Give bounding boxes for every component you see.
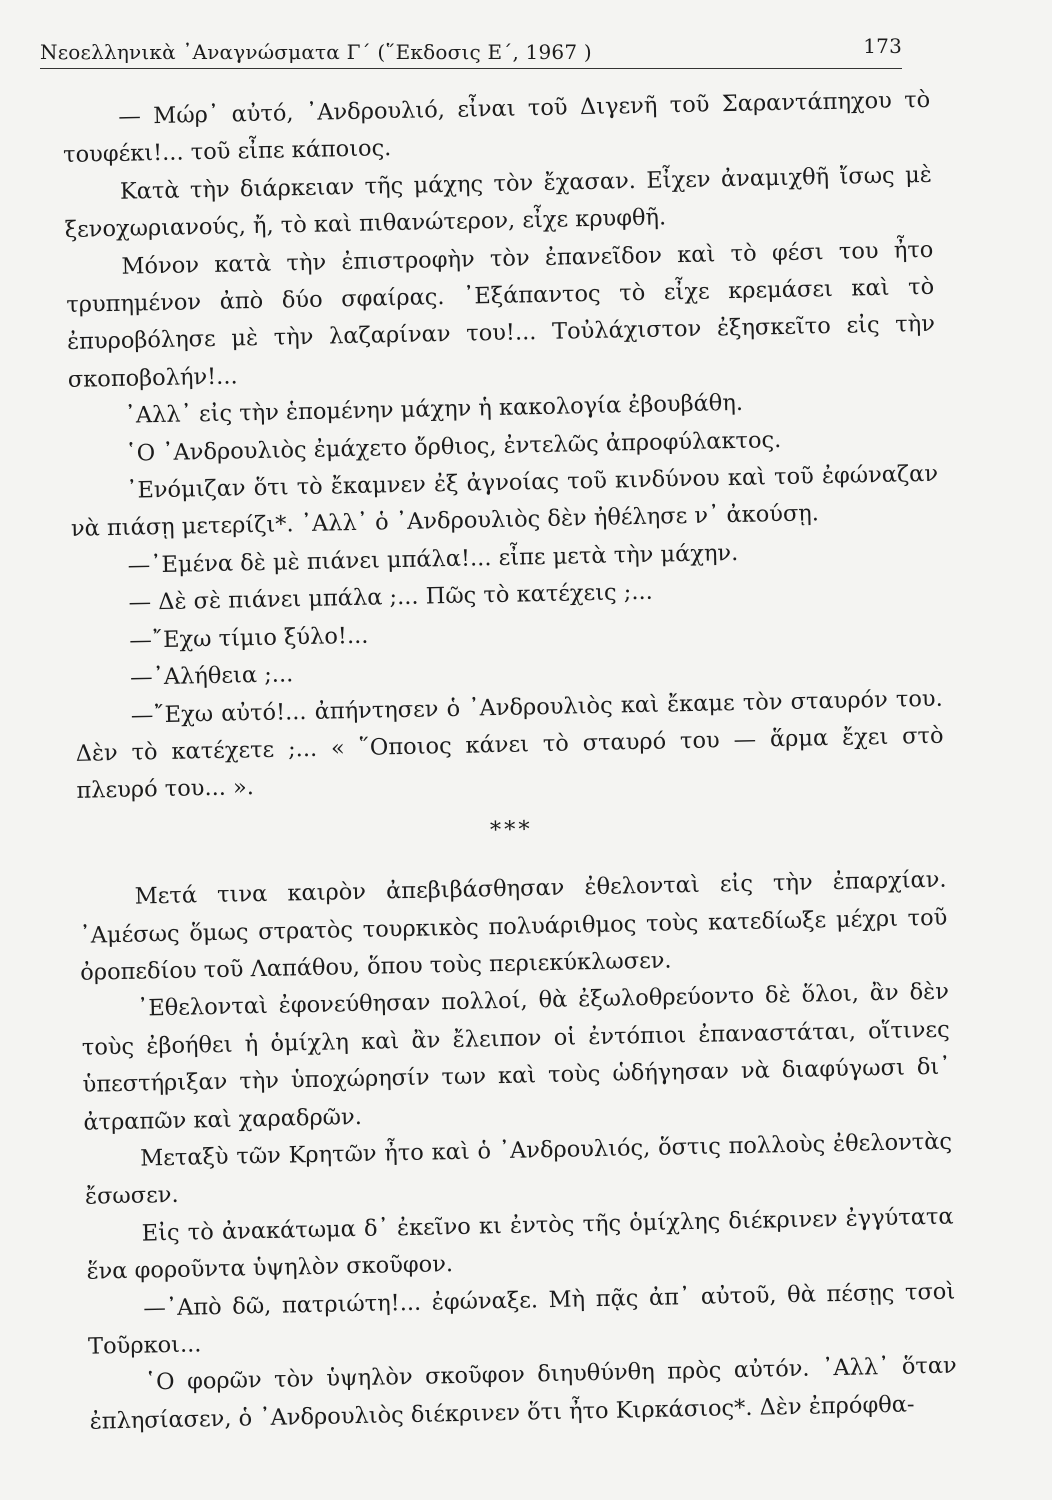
dialogue-line: —᾿Απὸ δῶ, πατριώτη!... ἐφώναξε. Μὴ πᾷς ἀπ᾿ αὐτοῦ, θὰ πέσῃς τσοὶ Τοῦρκοι... [87,1278,956,1360]
running-header [40,22,902,69]
dialogue-line: —᾿Εμένα δὲ μὲ πιάνει μπάλα!... εἶπε μετὰ τὴν μάχην. [127,539,739,579]
page-number: 173 [863,34,902,58]
paragraph: ῾Ο ᾿Ανδρουλιὸς ἐμάχετο ὄρθιος, ἐντελῶς ἀπροφύλακτος. [125,426,782,467]
paragraph: — Μώρ᾿ αὐτό, ᾿Ανδρουλιό, εἶναι τοῦ Διγενῆ τοῦ Σαραντάπηχου τὸ τουφέκι!... τοῦ εἶπε κάποιος. [62,86,931,169]
header-title: Νεοελληνικὰ ᾿Αναγνώσματα Γ΄ (῞Εκδοσις Ε΄, 1967 ) [40,40,592,64]
paragraph: Κατὰ τὴν διάρκειαν τῆς μάχης τὸν ἔχασαν. Εἶχεν ἀναμιχθῆ ἴσως μὲ ξενοχωριανούς, ἤ, τὸ καὶ πιθανώτερον, εἶχε κρυφθῆ. [64,161,933,244]
dialogue-line: —῎Εχω αὐτό!... ἀπήντησεν ὁ ᾿Ανδρουλιὸς καὶ ἔκαμε τὸν σταυρόν του. Δὲν τὸ κατέχετε ;... « ῞Οποιος κάνει τὸ σταυρό του — ἅρμα ἔχει στὸ πλευρό του... ». [75,685,944,805]
paragraph: ῾Ο φορῶν τὸν ὑψηλὸν σκοῦφον διηυθύνθη πρὸς αὐτόν. ᾿Αλλ᾿ ὅταν ἐπλησίασεν, ὁ ᾿Ανδρουλιὸς διέκρινεν ὅτι ἦτο Κιρκάσιος*. Δὲν ἐπρόφθα- [89,1352,957,1435]
dialogue-line: —῎Εχω τίμιο ξύλο!... [129,622,369,654]
paragraph: Μεταξὺ τῶν Κρητῶν ἦτο καὶ ὁ ᾿Ανδρουλιός, ὅστις πολλοὺς ἐθελοντὰς ἔσωσεν. [84,1128,953,1211]
paragraph: Μετά τινα καιρὸν ἀπεβιβάσθησαν ἐθελονταὶ εἰς τὴν ἐπαρχίαν. ᾿Αμέσως ὅμως στρατὸς τουρκικὸς πολυάριθμος τοὺς κατεδίωξε μέχρι τοῦ ὀροπεδίου τοῦ Λαπάθου, ὅπου τοὺς περιεκύκλωσεν. [79,866,948,986]
paragraph: ᾿Αλλ᾿ εἰς τὴν ἑπομένην μάχην ἡ κακολογία ἐβουβάθη. [124,390,744,430]
section-separator: *** [489,816,534,843]
paragraph: ᾿Εθελονταὶ ἐφονεύθησαν πολλοί, θὰ ἐξωλοθρεύοντο δὲ ὅλοι, ἂν δὲν τοὺς ἐβοήθει ἡ ὁμίχλη καὶ ἂν ἔλειπον οἱ ἐντόπιοι ἐπαναστάται, οἵτινες ὑπεστήριξαν τὴν ὑποχώρησίν των καὶ τοὺς ὡδήγησαν νὰ διαφύγωσι δι᾿ ἀτραπῶν καὶ χαραδρῶν. [81,978,951,1136]
page-body [62,82,958,1441]
paragraph: Μόνον κατὰ τὴν ἐπιστροφὴν τὸν ἐπανεῖδον καὶ τὸ φέσι του ἦτο τρυπημένον ἀπὸ δύο σφαίρας. ᾿Εξάπαντος τὸ εἶχε κρεμάσει καὶ τὸ ἐπυροβόλησε μὲ τὴν λαζαρίναν του!... Τοὐλάχιστον ἐξησκεῖτο εἰς τὴν σκοποβολήν!... [66,236,936,393]
dialogue-line: — Δὲ σὲ πιάνει μπάλα ;... Πῶς τὸ κατέχεις ;... [128,579,654,616]
dialogue-line: —᾿Αλήθεια ;... [129,661,294,691]
paragraph: ᾿Ενόμιζαν ὅτι τὸ ἔκαμνεν ἐξ ἀγνοίας τοῦ κινδύνου καὶ τοῦ ἐφώναζαν νὰ πιάσῃ μετερίζι*. ᾿Αλλ᾿ ὁ ᾿Ανδρουλιὸς δὲν ἠθέλησε ν᾿ ἀκούσῃ. [70,460,939,543]
paragraph: Εἰς τὸ ἀνακάτωμα δ᾿ ἐκεῖνο κι ἐντὸς τῆς ὁμίχλης διέκρινεν ἐγγύτατα ἕνα φοροῦντα ὑψηλὸν σκοῦφον. [86,1203,954,1285]
